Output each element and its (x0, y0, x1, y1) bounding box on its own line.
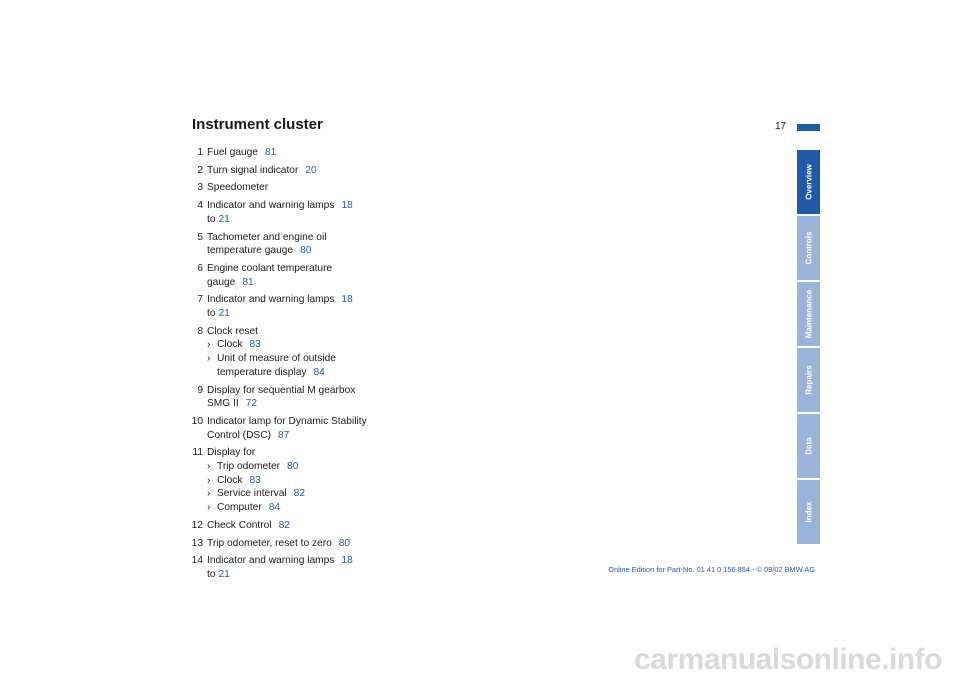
item-line (207, 181, 400, 195)
page-reference-link[interactable]: 84 (313, 366, 325, 378)
page-reference-link[interactable]: 82 (278, 519, 290, 531)
list-item (180, 181, 400, 195)
list-item (180, 537, 400, 551)
item-number: 2 (197, 164, 203, 176)
item-line (207, 199, 400, 213)
page-reference-link[interactable]: 21 (218, 308, 230, 320)
item-line (207, 501, 400, 515)
item-list (180, 146, 400, 586)
item-line (207, 537, 400, 551)
tab-repairs[interactable] (797, 348, 820, 412)
item-line (207, 276, 400, 290)
page-reference-link[interactable]: 81 (264, 147, 277, 158)
item-line (207, 474, 400, 488)
tab-label: Controls (804, 231, 813, 265)
list-item (180, 199, 400, 226)
item-text: Indicator lamp for Dynamic Stability (207, 415, 367, 427)
page-number: 17 (775, 121, 787, 132)
item-text: to (207, 308, 216, 320)
page-reference-link[interactable]: 80 (300, 245, 312, 257)
page-reference-link[interactable]: 81 (242, 276, 254, 288)
item-line (207, 519, 400, 533)
bullet-icon: › (207, 353, 211, 365)
list-item (180, 231, 400, 258)
item-number: 4 (197, 200, 203, 212)
item-text: Tachometer and engine oil (207, 231, 327, 243)
tab-label: Data (804, 437, 813, 455)
page-reference-link[interactable]: 20 (305, 164, 317, 176)
list-item (180, 262, 400, 289)
item-text: to (207, 213, 216, 225)
tab-overview[interactable] (797, 150, 820, 214)
bullet-icon: › (207, 488, 211, 500)
item-line (207, 244, 400, 258)
item-text: Display for sequential M gearbox (207, 384, 356, 396)
item-number: 12 (191, 519, 203, 531)
page-reference-link[interactable]: 72 (245, 398, 258, 410)
item-text: Trip odometer (217, 461, 281, 473)
item-text: Speedometer (207, 182, 269, 194)
item-line (207, 231, 400, 245)
page-reference-link[interactable]: 83 (249, 474, 261, 486)
item-text: Control (DSC) (207, 429, 271, 441)
item-number: 1 (197, 147, 203, 158)
item-text: Turn signal indicator (207, 164, 299, 176)
list-item (180, 446, 400, 515)
list-item (180, 415, 400, 442)
page-reference-link[interactable]: 83 (249, 339, 261, 351)
list-item (180, 384, 400, 411)
page-reference-link[interactable]: 87 (277, 429, 290, 441)
list-item (180, 293, 400, 320)
tab-controls[interactable] (797, 216, 820, 280)
item-text: Clock (217, 339, 243, 351)
page-reference-link[interactable]: 84 (268, 502, 281, 514)
item-text: Service interval (217, 488, 287, 500)
item-number: 7 (197, 294, 203, 306)
watermark: carmanualsonline.info (634, 643, 942, 676)
page-reference-link[interactable]: 18 (341, 294, 353, 306)
item-number: 10 (191, 415, 203, 427)
item-number: 9 (197, 384, 203, 396)
item-text: Unit of measure of outside (217, 353, 336, 365)
tab-index[interactable] (797, 480, 820, 544)
tab-data[interactable] (797, 414, 820, 478)
page-reference-link[interactable]: 80 (287, 461, 299, 473)
item-number: 5 (197, 231, 203, 243)
page-reference-link[interactable]: 21 (218, 568, 230, 580)
item-text: Clock (217, 474, 243, 486)
item-text: gauge (207, 276, 236, 288)
indent-spacer (207, 366, 217, 380)
item-line (207, 325, 400, 339)
tab-maintenance[interactable] (797, 282, 820, 346)
list-item (180, 325, 400, 380)
item-line (207, 384, 400, 398)
page-title: Instrument cluster (192, 116, 323, 133)
item-line (207, 460, 400, 474)
item-text: SMG II (207, 398, 239, 410)
item-text: Computer (217, 502, 262, 514)
bullet-icon: › (207, 461, 211, 473)
page-reference-link[interactable]: 18 (341, 555, 353, 567)
footer-edition: Online Edition for Part-No. 01 41 0 156 854 - © 09/02 BMW AG (608, 565, 815, 574)
item-number: 11 (192, 447, 203, 459)
item-line (207, 146, 400, 160)
item-text: Clock reset (207, 325, 258, 337)
item-line (207, 415, 400, 429)
item-line (207, 338, 400, 352)
tab-label: Repairs (804, 365, 813, 395)
item-line (207, 487, 400, 501)
item-text: Check Control (207, 519, 272, 531)
page-reference-link[interactable]: 82 (293, 488, 305, 500)
item-number: 6 (197, 262, 203, 274)
bullet-icon: › (207, 474, 211, 486)
item-text: to (207, 568, 216, 580)
page-marker (797, 124, 820, 131)
bullet-icon: › (207, 339, 211, 351)
tab-label: Maintenance (804, 289, 813, 339)
item-number: 13 (191, 537, 203, 549)
item-line (207, 293, 400, 307)
item-line (207, 352, 400, 366)
item-text: Indicator and warning lamps (207, 200, 335, 212)
item-number: 3 (197, 182, 203, 194)
item-text: temperature display (217, 366, 307, 378)
item-line (207, 429, 400, 443)
item-text: Trip odometer, reset to zero (207, 537, 332, 549)
item-number: 14 (191, 555, 203, 567)
page-reference-link[interactable]: 18 (341, 200, 353, 212)
list-item (180, 146, 400, 160)
item-line (207, 397, 400, 411)
list-item (180, 519, 400, 533)
item-text: temperature gauge (207, 245, 294, 257)
page-reference-link[interactable]: 80 (338, 537, 351, 549)
item-text: Indicator and warning lamps (207, 555, 335, 567)
item-line (207, 262, 400, 276)
item-number: 8 (197, 325, 203, 337)
item-text: Fuel gauge (207, 147, 258, 158)
tab-label: Index (804, 501, 813, 523)
tab-label: Overview (804, 164, 813, 200)
item-line (207, 446, 400, 460)
page-reference-link[interactable]: 21 (218, 213, 230, 225)
item-line (207, 164, 400, 178)
item-text: Indicator and warning lamps (207, 294, 335, 306)
item-line (207, 307, 400, 321)
list-item (180, 164, 400, 178)
item-line (207, 366, 400, 380)
item-line (207, 213, 400, 227)
item-text: Display for (207, 447, 256, 459)
bullet-icon: › (207, 502, 211, 514)
item-text: Engine coolant temperature (207, 262, 333, 274)
